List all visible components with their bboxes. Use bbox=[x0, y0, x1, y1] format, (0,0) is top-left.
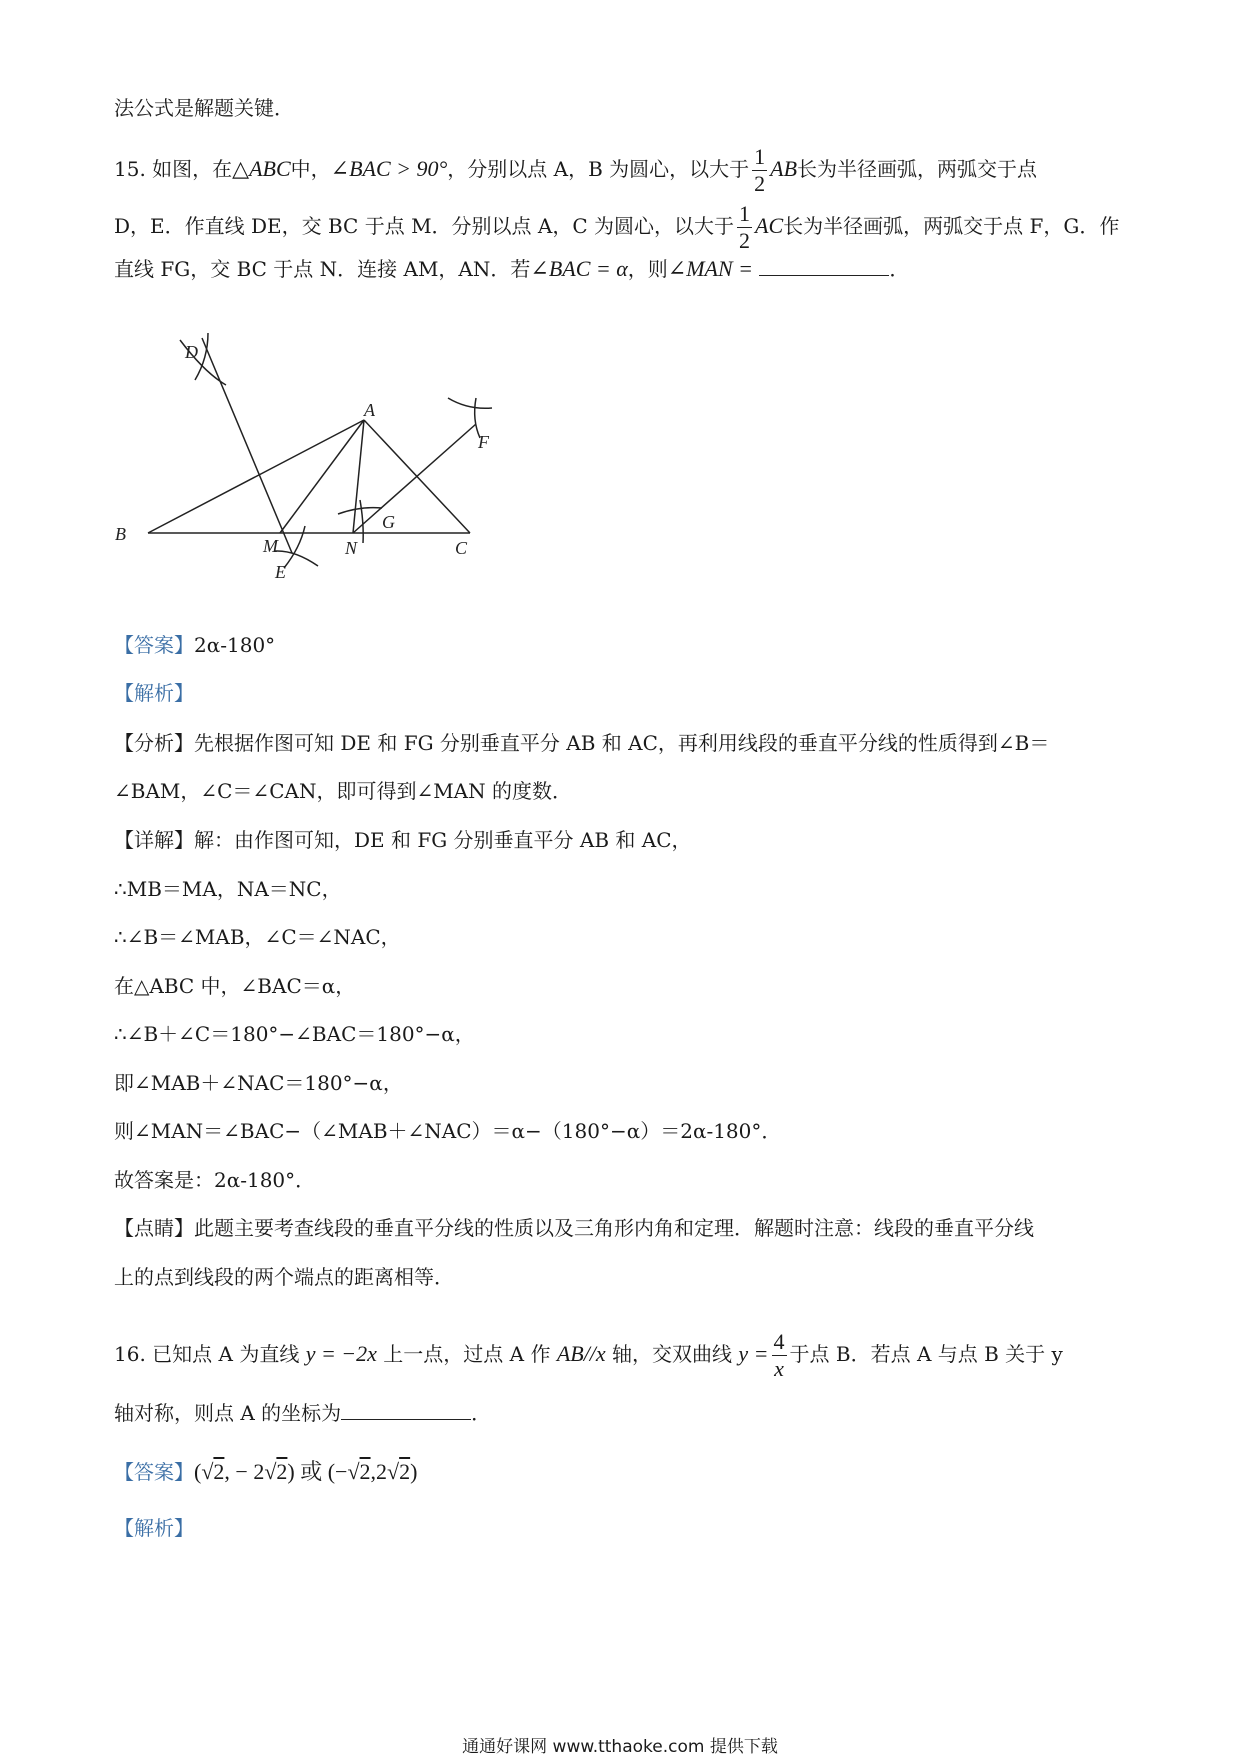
label-n: N bbox=[345, 538, 358, 558]
dianjing-line1 bbox=[114, 1216, 1034, 1240]
dianjing-line2: 上的点到线段的两个端点的距离相等． bbox=[114, 1265, 454, 1289]
xiangjie-text1: 解：由作图可知，DE 和 FG 分别垂直平分 AB 和 AC， bbox=[194, 828, 692, 852]
q16-line2-a: 轴对称，则点 A 的坐标为 bbox=[114, 1401, 342, 1425]
answer16-tag: 【答案】 bbox=[114, 1460, 194, 1484]
arc-mark-f1 bbox=[448, 398, 492, 408]
q15-text-b: 中， bbox=[290, 157, 331, 181]
answer15 bbox=[114, 633, 275, 657]
page-footer: 通通好课网 www.tthaoke.com 提供下载 bbox=[462, 1737, 778, 1757]
arc-mark-g2 bbox=[360, 500, 363, 543]
q15-line1 bbox=[114, 146, 1037, 195]
dianjing-tag: 【点睛】 bbox=[114, 1216, 194, 1240]
q16-eq1: y = −2x bbox=[305, 1341, 377, 1366]
answer15-text: 2α-180° bbox=[194, 633, 276, 657]
q15-line2-c: 长为半径画弧，两弧交于点 F，G．作 bbox=[783, 214, 1120, 238]
dianjing-text1: 此题主要考查线段的垂直平分线的性质以及三角形内角和定理．解题时注意：线段的垂直平分线 bbox=[194, 1216, 1034, 1240]
xiangjie-line3: ∴∠B＝∠MAB，∠C＝∠NAC， bbox=[114, 925, 401, 949]
answer15-tag: 【答案】 bbox=[114, 633, 194, 657]
q15-text-a: 15. 如图，在 bbox=[114, 157, 233, 181]
line-de bbox=[202, 338, 292, 553]
label-m: M bbox=[263, 536, 278, 556]
q15-ac: AC bbox=[755, 213, 784, 238]
q15-triangle: △ABC bbox=[232, 156, 291, 181]
segment-am bbox=[280, 420, 364, 533]
q15-condition: ∠BAC > 90° bbox=[330, 156, 448, 181]
label-d: D bbox=[185, 342, 198, 362]
q15-angle-ask: ∠MAN = bbox=[667, 256, 753, 281]
analysis15-tag: 【解析】 bbox=[114, 681, 194, 705]
label-f: F bbox=[478, 432, 489, 452]
q15-line2 bbox=[114, 203, 1119, 252]
q15-answer-blank bbox=[759, 257, 889, 276]
label-a: A bbox=[364, 400, 375, 420]
q15-fraction-2: $\frac{1}{2}$ bbox=[739, 201, 751, 253]
q15-line3-a: 直线 FG，交 BC 于点 N．连接 AM，AN．若 bbox=[114, 257, 531, 281]
q16-text-b: 上一点，过点 A 作 bbox=[383, 1342, 551, 1366]
answer16 bbox=[114, 1459, 417, 1485]
q15-line3-end: ． bbox=[889, 257, 910, 281]
xiangjie-line5: ∴∠B＋∠C＝180°−∠BAC＝180°−α， bbox=[114, 1022, 475, 1046]
q16-text-a: 16. 已知点 A 为直线 bbox=[114, 1342, 300, 1366]
segment-ab bbox=[148, 420, 364, 533]
q15-fraction-1: $\frac{1}{2}$ bbox=[754, 144, 766, 196]
q16-parallel: AB//x bbox=[556, 1341, 606, 1366]
label-g: G bbox=[382, 512, 395, 532]
q16-answer-blank bbox=[341, 1401, 471, 1420]
xiangjie-line2: ∴MB＝MA，NA＝NC， bbox=[114, 877, 342, 901]
q15-text-c: ，分别以点 A，B 为圆心，以大于 bbox=[447, 157, 750, 181]
fenxi-tag: 【分析】 bbox=[114, 731, 194, 755]
fenxi-text1: 先根据作图可知 DE 和 FG 分别垂直平分 AB 和 AC，再利用线段的垂直平分线的性质得到∠B＝ bbox=[194, 731, 1050, 755]
q15-angle-cond: ∠BAC = α bbox=[530, 256, 628, 281]
q16-eq2: y = bbox=[738, 1341, 769, 1366]
xiangjie-line6: 即∠MAB＋∠NAC＝180°−α， bbox=[114, 1071, 403, 1095]
q16-line2 bbox=[114, 1401, 491, 1425]
top-line: 法公式是解题关键． bbox=[114, 96, 294, 120]
q15-ab: AB bbox=[770, 156, 798, 181]
answer16-expression: (√2, − 2√2) 或 (−√2,2√2) bbox=[194, 1459, 418, 1484]
label-c: C bbox=[455, 538, 468, 558]
q15-text-e: 长为半径画弧，两弧交于点 bbox=[797, 157, 1038, 181]
q16-fraction: $\frac{4}{x}$ bbox=[773, 1329, 785, 1381]
xiangjie-line4: 在△ABC 中，∠BAC＝α， bbox=[114, 974, 356, 998]
q15-line2-a: D，E．作直线 DE，交 BC 于点 M．分别以点 A，C 为圆心，以大于 bbox=[114, 214, 735, 238]
q16-text-c: 轴，交双曲线 bbox=[612, 1342, 733, 1366]
line-fg bbox=[353, 424, 476, 533]
geometry-figure bbox=[115, 338, 560, 608]
analysis16-tag: 【解析】 bbox=[114, 1516, 194, 1540]
q16-line1 bbox=[114, 1331, 1063, 1380]
xiangjie-line8: 故答案是：2α-180°． bbox=[114, 1168, 316, 1192]
q16-text-d: 于点 B．若点 A 与点 B 关于 y bbox=[789, 1342, 1063, 1366]
q15-line3-b: ，则 bbox=[627, 257, 668, 281]
fenxi-line2: ∠BAM，∠C＝∠CAN，即可得到∠MAN 的度数． bbox=[114, 779, 572, 803]
fenxi-line1 bbox=[114, 731, 1049, 755]
xiangjie-tag: 【详解】 bbox=[114, 828, 194, 852]
label-e: E bbox=[275, 562, 286, 582]
label-b: B bbox=[115, 524, 126, 544]
q16-line2-end: ． bbox=[471, 1401, 492, 1425]
xiangjie-line7: 则∠MAN＝∠BAC−（∠MAB＋∠NAC）＝α−（180°−α）＝2α-180°． bbox=[114, 1119, 782, 1143]
q15-line3 bbox=[114, 256, 909, 282]
xiangjie-line1 bbox=[114, 828, 692, 852]
